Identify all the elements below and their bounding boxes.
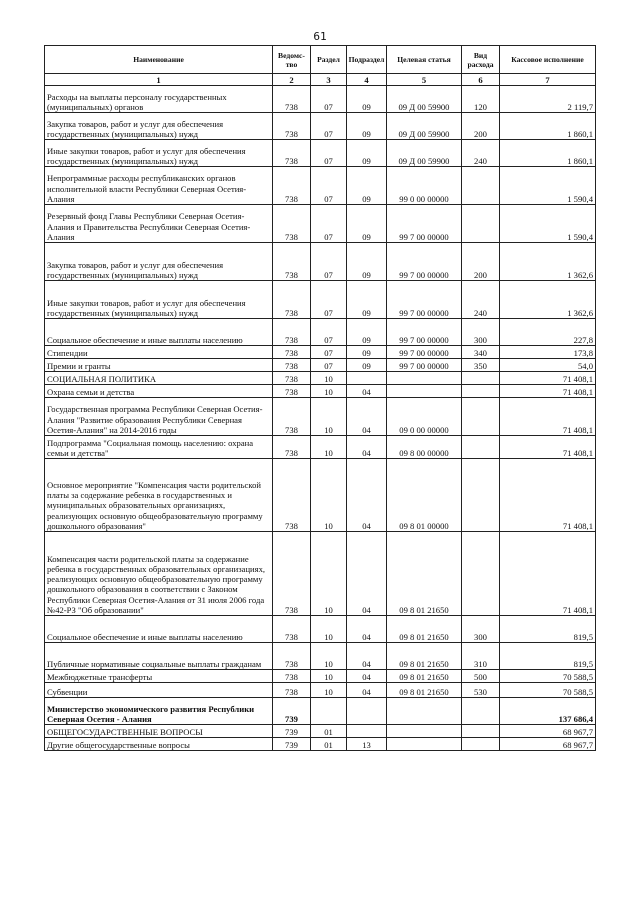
table-row: [45, 725, 596, 738]
row-section: 07: [311, 281, 347, 319]
row-target: 09 8 01 21650: [387, 532, 462, 616]
row-section: 07: [311, 319, 347, 346]
row-name: Социальное обеспечение и иные выплаты населению: [45, 319, 273, 346]
row-subsection: 09: [347, 140, 387, 167]
table-row: [45, 459, 596, 532]
row-section: 07: [311, 167, 347, 205]
row-section: 01: [311, 738, 347, 751]
row-target: 09 Д 00 59900: [387, 140, 462, 167]
row-amount: 1 860,1: [500, 140, 596, 167]
row-subsection: 04: [347, 670, 387, 683]
column-number-row: [45, 74, 596, 86]
row-subsection: 09: [347, 86, 387, 113]
row-amount: 1 860,1: [500, 113, 596, 140]
row-expense-type: 300: [462, 319, 500, 346]
table-row: [45, 436, 596, 459]
row-dept: 738: [273, 113, 311, 140]
row-subsection: 09: [347, 346, 387, 359]
row-expense-type: 310: [462, 643, 500, 670]
row-section: 07: [311, 346, 347, 359]
row-section: 10: [311, 459, 347, 532]
row-amount: 819,5: [500, 643, 596, 670]
column-number: 3: [311, 74, 347, 86]
row-dept: 739: [273, 738, 311, 751]
table-row: [45, 643, 596, 670]
row-dept: 738: [273, 243, 311, 281]
table-row: [45, 372, 596, 385]
row-expense-type: [462, 385, 500, 398]
row-target: 09 8 01 21650: [387, 670, 462, 683]
table-body: [45, 86, 596, 751]
table-row: [45, 319, 596, 346]
table-row: [45, 670, 596, 683]
row-amount: 71 408,1: [500, 459, 596, 532]
row-amount: 819,5: [500, 616, 596, 643]
row-dept: 738: [273, 140, 311, 167]
row-target: 99 7 00 00000: [387, 319, 462, 346]
row-name: Министерство экономического развития Республики Северная Осетия - Алания: [45, 698, 273, 725]
row-name: Закупка товаров, работ и услуг для обеспечения государственных (муниципальных) нужд: [45, 113, 273, 140]
row-amount: 71 408,1: [500, 436, 596, 459]
row-name: Субвенции: [45, 683, 273, 698]
row-target: 99 7 00 00000: [387, 281, 462, 319]
row-name: Публичные нормативные социальные выплаты гражданам: [45, 643, 273, 670]
row-expense-type: [462, 398, 500, 436]
table-row: [45, 346, 596, 359]
row-amount: 2 119,7: [500, 86, 596, 113]
row-name: Социальное обеспечение и иные выплаты населению: [45, 616, 273, 643]
row-section: 10: [311, 372, 347, 385]
row-expense-type: [462, 698, 500, 725]
table-row: [45, 140, 596, 167]
column-number: 4: [347, 74, 387, 86]
row-section: 10: [311, 532, 347, 616]
row-expense-type: [462, 372, 500, 385]
row-expense-type: [462, 459, 500, 532]
row-expense-type: [462, 725, 500, 738]
row-target: [387, 738, 462, 751]
header-amount: Кассовое исполнение: [500, 46, 596, 74]
row-dept: 738: [273, 372, 311, 385]
row-dept: 738: [273, 205, 311, 243]
row-expense-type: [462, 167, 500, 205]
row-section: 07: [311, 243, 347, 281]
row-amount: 71 408,1: [500, 532, 596, 616]
row-section: 10: [311, 436, 347, 459]
column-number: 7: [500, 74, 596, 86]
row-target: 99 7 00 00000: [387, 359, 462, 372]
row-dept: 739: [273, 698, 311, 725]
row-expense-type: 240: [462, 281, 500, 319]
row-name: Основное мероприятие "Компенсация части родительской платы за содержание ребенка в государственных и муниципальных образовательных организациях, реализующих основную общеобразовательную программу дошкольного образования": [45, 459, 273, 532]
row-name: ОБЩЕГОСУДАРСТВЕННЫЕ ВОПРОСЫ: [45, 725, 273, 738]
row-name: Другие общегосударственные вопросы: [45, 738, 273, 751]
row-dept: 738: [273, 683, 311, 698]
row-dept: 738: [273, 281, 311, 319]
table-row: [45, 167, 596, 205]
column-number: 6: [462, 74, 500, 86]
row-dept: 738: [273, 346, 311, 359]
row-amount: 70 588,5: [500, 670, 596, 683]
row-amount: 54,0: [500, 359, 596, 372]
row-subsection: 04: [347, 616, 387, 643]
row-subsection: 09: [347, 319, 387, 346]
row-target: 09 8 01 21650: [387, 616, 462, 643]
column-number: 2: [273, 74, 311, 86]
header-row: [45, 46, 596, 74]
row-target: 99 7 00 00000: [387, 243, 462, 281]
row-subsection: 04: [347, 385, 387, 398]
row-target: 99 0 00 00000: [387, 167, 462, 205]
budget-table: [44, 45, 596, 751]
row-expense-type: 530: [462, 683, 500, 698]
row-target: 09 8 01 21650: [387, 683, 462, 698]
row-amount: 71 408,1: [500, 372, 596, 385]
row-expense-type: 120: [462, 86, 500, 113]
header-expense-type: Вид расхода: [462, 46, 500, 74]
row-target: 09 8 00 00000: [387, 436, 462, 459]
row-name: Резервный фонд Главы Республики Северная Осетия-Алания и Правительства Республики Северная Осетия-Алания: [45, 205, 273, 243]
row-dept: 738: [273, 385, 311, 398]
header-target: Целевая статья: [387, 46, 462, 74]
table-row: [45, 86, 596, 113]
row-name: Охрана семьи и детства: [45, 385, 273, 398]
row-expense-type: 200: [462, 113, 500, 140]
row-target: 09 8 01 00000: [387, 459, 462, 532]
row-section: 10: [311, 683, 347, 698]
row-subsection: 04: [347, 643, 387, 670]
row-section: [311, 698, 347, 725]
row-subsection: [347, 698, 387, 725]
row-section: 07: [311, 205, 347, 243]
header-dept: Ведомс-тво: [273, 46, 311, 74]
row-dept: 738: [273, 167, 311, 205]
row-subsection: 04: [347, 459, 387, 532]
row-name: Закупка товаров, работ и услуг для обеспечения государственных (муниципальных) нужд: [45, 243, 273, 281]
column-number: 1: [45, 74, 273, 86]
table-row: [45, 398, 596, 436]
row-subsection: 04: [347, 683, 387, 698]
row-expense-type: [462, 738, 500, 751]
row-amount: 1 590,4: [500, 205, 596, 243]
row-name: Компенсация части родительской платы за содержание ребенка в государственных образовательных организациях, реализующих основную общеобразовательную программу дошкольного образования в соответствии с Законом Республики Северная Осетия-Алания от 31 июля 2006 года №42-РЗ "Об образовании": [45, 532, 273, 616]
table-row: [45, 738, 596, 751]
row-expense-type: 240: [462, 140, 500, 167]
row-name: Стипендии: [45, 346, 273, 359]
row-amount: 1 362,6: [500, 281, 596, 319]
row-name: Непрограммные расходы республиканских органов исполнительной власти Республики Северная Осетия-Алания: [45, 167, 273, 205]
row-section: 07: [311, 359, 347, 372]
row-subsection: 09: [347, 281, 387, 319]
row-target: 09 Д 00 59900: [387, 113, 462, 140]
row-amount: 173,8: [500, 346, 596, 359]
row-section: 10: [311, 670, 347, 683]
row-section: 07: [311, 113, 347, 140]
row-amount: 68 967,7: [500, 738, 596, 751]
header-section: Раздел: [311, 46, 347, 74]
row-section: 10: [311, 385, 347, 398]
row-name: Государственная программа Республики Северная Осетия-Алания "Развитие образования Республики Северная Осетия-Алания" на 2014-2016 годы: [45, 398, 273, 436]
table-row: [45, 532, 596, 616]
table-row: [45, 113, 596, 140]
table-row: [45, 698, 596, 725]
row-expense-type: 300: [462, 616, 500, 643]
row-target: [387, 372, 462, 385]
page-number: 61: [313, 30, 327, 43]
row-expense-type: 340: [462, 346, 500, 359]
row-dept: 738: [273, 86, 311, 113]
table-row: [45, 683, 596, 698]
table-row: [45, 616, 596, 643]
row-subsection: 04: [347, 436, 387, 459]
row-expense-type: [462, 532, 500, 616]
row-subsection: 09: [347, 205, 387, 243]
row-target: 99 7 00 00000: [387, 346, 462, 359]
row-dept: 738: [273, 532, 311, 616]
row-name: Иные закупки товаров, работ и услуг для обеспечения государственных (муниципальных) нужд: [45, 281, 273, 319]
row-subsection: 09: [347, 243, 387, 281]
row-amount: 68 967,7: [500, 725, 596, 738]
table-row: [45, 281, 596, 319]
table-row: [45, 359, 596, 372]
row-amount: 71 408,1: [500, 398, 596, 436]
header-name: Наименование: [45, 46, 273, 74]
row-section: 07: [311, 86, 347, 113]
row-dept: 738: [273, 616, 311, 643]
row-name: Межбюджетные трансферты: [45, 670, 273, 683]
row-expense-type: [462, 205, 500, 243]
row-amount: 227,8: [500, 319, 596, 346]
row-dept: 738: [273, 459, 311, 532]
row-target: 09 8 01 21650: [387, 643, 462, 670]
row-target: [387, 385, 462, 398]
row-expense-type: 350: [462, 359, 500, 372]
row-dept: 739: [273, 725, 311, 738]
row-target: [387, 725, 462, 738]
row-subsection: 09: [347, 359, 387, 372]
row-amount: 1 590,4: [500, 167, 596, 205]
row-dept: 738: [273, 436, 311, 459]
row-section: 07: [311, 140, 347, 167]
row-target: 09 0 00 00000: [387, 398, 462, 436]
row-name: СОЦИАЛЬНАЯ ПОЛИТИКА: [45, 372, 273, 385]
row-expense-type: [462, 436, 500, 459]
row-dept: 738: [273, 670, 311, 683]
row-amount: 137 686,4: [500, 698, 596, 725]
row-name: Премии и гранты: [45, 359, 273, 372]
row-target: 99 7 00 00000: [387, 205, 462, 243]
row-subsection: [347, 372, 387, 385]
row-name: Расходы на выплаты персоналу государственных (муниципальных) органов: [45, 86, 273, 113]
row-name: Подпрограмма "Социальная помощь населению: охрана семьи и детства": [45, 436, 273, 459]
row-name: Иные закупки товаров, работ и услуг для обеспечения государственных (муниципальных) нужд: [45, 140, 273, 167]
row-expense-type: 500: [462, 670, 500, 683]
row-target: [387, 698, 462, 725]
row-dept: 738: [273, 643, 311, 670]
row-expense-type: 200: [462, 243, 500, 281]
row-section: 01: [311, 725, 347, 738]
header-subsection: Подраздел: [347, 46, 387, 74]
column-number: 5: [387, 74, 462, 86]
row-subsection: 04: [347, 532, 387, 616]
row-subsection: [347, 725, 387, 738]
table-row: [45, 385, 596, 398]
row-subsection: 09: [347, 167, 387, 205]
row-dept: 738: [273, 398, 311, 436]
row-subsection: 13: [347, 738, 387, 751]
row-section: 10: [311, 616, 347, 643]
row-section: 10: [311, 643, 347, 670]
table-row: [45, 243, 596, 281]
row-dept: 738: [273, 319, 311, 346]
row-subsection: 04: [347, 398, 387, 436]
row-subsection: 09: [347, 113, 387, 140]
table-row: [45, 205, 596, 243]
row-amount: 70 588,5: [500, 683, 596, 698]
row-dept: 738: [273, 359, 311, 372]
row-amount: 1 362,6: [500, 243, 596, 281]
row-section: 10: [311, 398, 347, 436]
row-target: 09 Д 00 59900: [387, 86, 462, 113]
row-amount: 71 408,1: [500, 385, 596, 398]
